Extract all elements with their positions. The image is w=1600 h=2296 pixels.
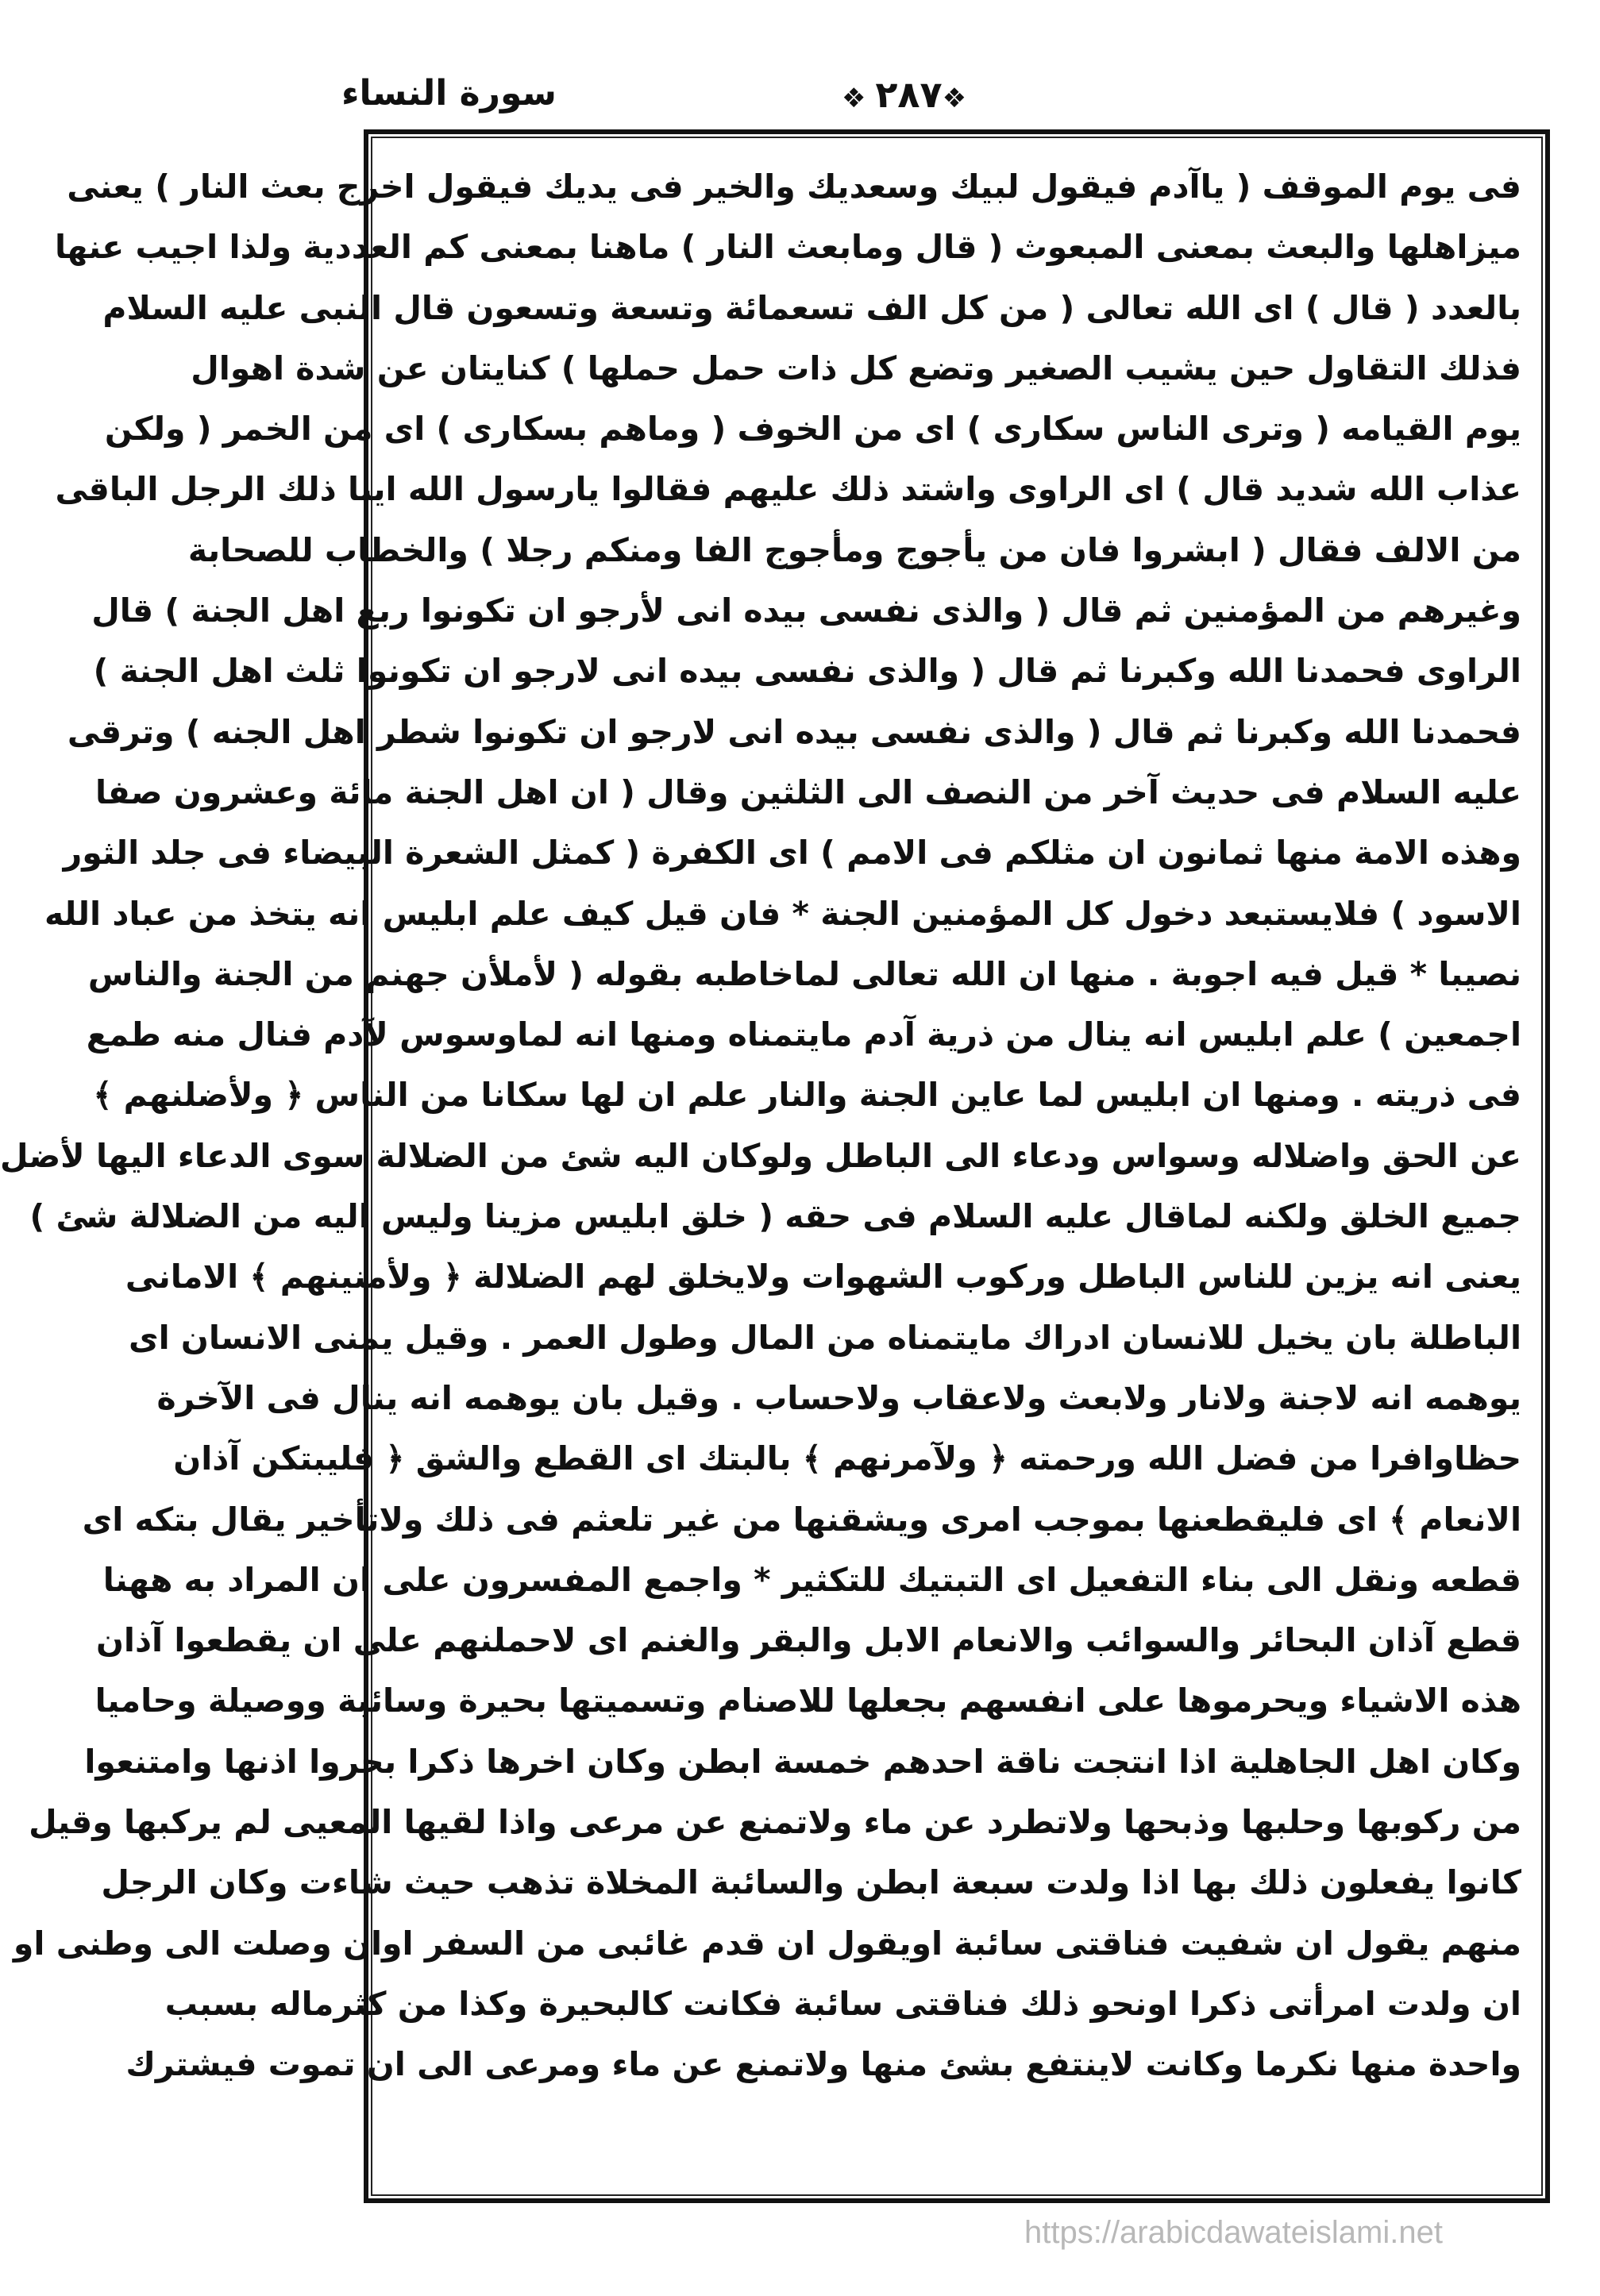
text-line: واحدة منها نكرما وكانت لاينتفع بشئ منها ولاتمنع عن ماء ومرعى الى ان تموت فيشترك <box>125 2045 1521 2084</box>
text-line: الباطلة بان يخيل للانسان ادراك مايتمناه من المال وطول العمر . وقيل يمنى الانسان اى <box>129 1318 1521 1357</box>
text-line: من الالف فقال ( ابشروا فان من يأجوج ومأجوج الفا ومنكم رجلا ) والخطاب للصحابة <box>187 530 1521 569</box>
text-line: الانعام ﴾ اى فليقطعنها بموجب امرى ويشقنها من غير تلعثم فى ذلك ولاتأخير يقال بتكه اى <box>82 1500 1521 1539</box>
text-line: بالعدد ( قال ) اى الله تعالى ( من كل الف تسعمائة وتسعة وتسعون قال النبى عليه السلام <box>102 288 1521 327</box>
watermark-url: https://arabicdawateislami.net <box>1024 2215 1443 2250</box>
text-line: الاسود ) فلايستبعد دخول كل المؤمنين الجنة * فان قيل كيف علم ابليس انه يتخذ من عباد الله <box>44 894 1521 933</box>
text-line: يوهمه انه لاجنة ولانار ولابعث ولاعقاب ولاحساب . وقيل بان يوهمه انه ينال فى الآخرة <box>156 1378 1521 1417</box>
text-line: يعنى انه يزين للناس الباطل وركوب الشهوات ولايخلق لهم الضلالة ﴿ ولأمنينهم ﴾ الامانى <box>125 1258 1521 1296</box>
surah-title: سورة النساء <box>341 73 557 114</box>
text-line: عليه السلام فى حديث آخر من النصف الى الثلثين وقال ( ان اهل الجنة مائة وعشرون صفا <box>95 772 1521 811</box>
text-line: وغيرهم من المؤمنين ثم قال ( والذى نفسى بيده انى لأرجو ان تكونوا ربع اهل الجنة ) قال <box>91 591 1521 630</box>
text-line: ان ولدت امرأتى ذكرا اونحو ذلك فناقتى سائبة فكانت كالبحيرة وكذا من كثرماله بسبب <box>164 1984 1521 2023</box>
text-line: هذه الاشياء ويحرموها على انفسهم بجعلها للاصنام وتسميتها بحيرة وسائبة ووصيلة وحاميا <box>94 1682 1521 1720</box>
text-line: حظاوافرا من فضل الله ورحمته ﴿ ولآمرنهم ﴾ بالبتك اى القطع والشق ﴿ فليبتكن آذان <box>173 1439 1521 1478</box>
text-line: اجمعين ) علم ابليس انه ينال من ذرية آدم مايتمناه ومنها انه لماوسوس لآدم فنال منه طمع <box>86 1015 1521 1054</box>
text-line: عن الحق واضلاله وسواس ودعاء الى الباطل ولوكان اليه شئ من الضلالة سوى الدعاء اليها لأضل <box>0 1136 1521 1175</box>
text-line: منهم يقول ان شفيت فناقتى سائبة اويقول ان قدم غائبى من السفر اوان وصلت الى وطنى او <box>13 1924 1521 1963</box>
text-line: فى ذريته . ومنها ان ابليس لما عاين الجنة والنار علم ان لها سكانا من الناس ﴿ ولأضلنهم ﴾ <box>93 1076 1521 1115</box>
text-line: عذاب الله شديد قال ) اى الراوى واشتد ذلك عليهم فقالوا يارسول الله اينا ذلك الرجل الباقى <box>55 470 1521 509</box>
text-line: قطعه ونقل الى بناء التفعيل اى التبتيك للتكثير * واجمع المفسرون على ان المراد به ههنا <box>102 1560 1521 1599</box>
text-line: فى يوم الموقف ( ياآدم فيقول لبيك وسعديك والخير فى يديك فيقول اخرج بعث النار ) يعنى <box>67 168 1521 206</box>
text-line: فحمدنا الله وكبرنا ثم قال ( والذى نفسى بيده انى لارجو ان تكونوا شطر اهل الجنه ) وترقى <box>67 712 1521 751</box>
text-line: جميع الخلق ولكنه لماقال عليه السلام فى حقه ( خلق ابليس مزينا وليس اليه من الضلالة شئ ) <box>29 1197 1521 1236</box>
text-line: يوم القيامه ( وترى الناس سكارى ) اى من الخوف ( وماهم بسكارى ) اى من الخمر ( ولكن <box>104 410 1521 449</box>
text-line: وكان اهل الجاهلية اذا انتجت ناقة احدهم خمسة ابطن وكان اخرها ذكرا بحروا اذنها وامتنعوا <box>84 1742 1521 1781</box>
text-line: كانوا يفعلون ذلك بها اذا ولدت سبعة ابطن والسائبة المخلاة تذهب حيث شاءت وكان الرجل <box>101 1863 1521 1902</box>
text-line: ميزاهلها والبعث بمعنى المبعوث ( قال ومابعث النار ) ماهنا بمعنى كم العددية ولذا اجيب عنها <box>55 228 1521 267</box>
page-number: ❖ ٢٨٧ ❖ <box>842 73 966 116</box>
text-line: الراوى فحمدنا الله وكبرنا ثم قال ( والذى نفسى بيده انى لارجو ان تكونوا ثلث اهل الجنة ) <box>93 652 1521 691</box>
text-line: قطع آذان البحائر والسوائب والانعام الابل والبقر والغنم اى لاحملنهم على ان يقطعوا آذان <box>95 1621 1521 1660</box>
text-frame <box>0 129 1550 2203</box>
text-line: نصيبا * قيل فيه اجوبة . منها ان الله تعالى لماخاطبه بقوله ( لأملأن جهنم من الجنة والناس <box>87 954 1521 993</box>
text-line: فذلك التقاول حين يشيب الصغير وتضع كل ذات حمل حملها ) كنايتان عن شدة اهوال <box>191 349 1521 387</box>
text-line: وهذه الامة منها ثمانون ان مثلكم فى الامم ) اى الكفرة ( كمثل الشعرة البيضاء فى جلد الثور <box>63 834 1521 873</box>
page-body <box>0 156 1521 2182</box>
text-line: من ركوبها وحلبها وذبحها ولاتطرد عن ماء ولاتمنع عن مرعى واذا لقيها المعيى لم يركبها وقيل <box>29 1803 1521 1842</box>
